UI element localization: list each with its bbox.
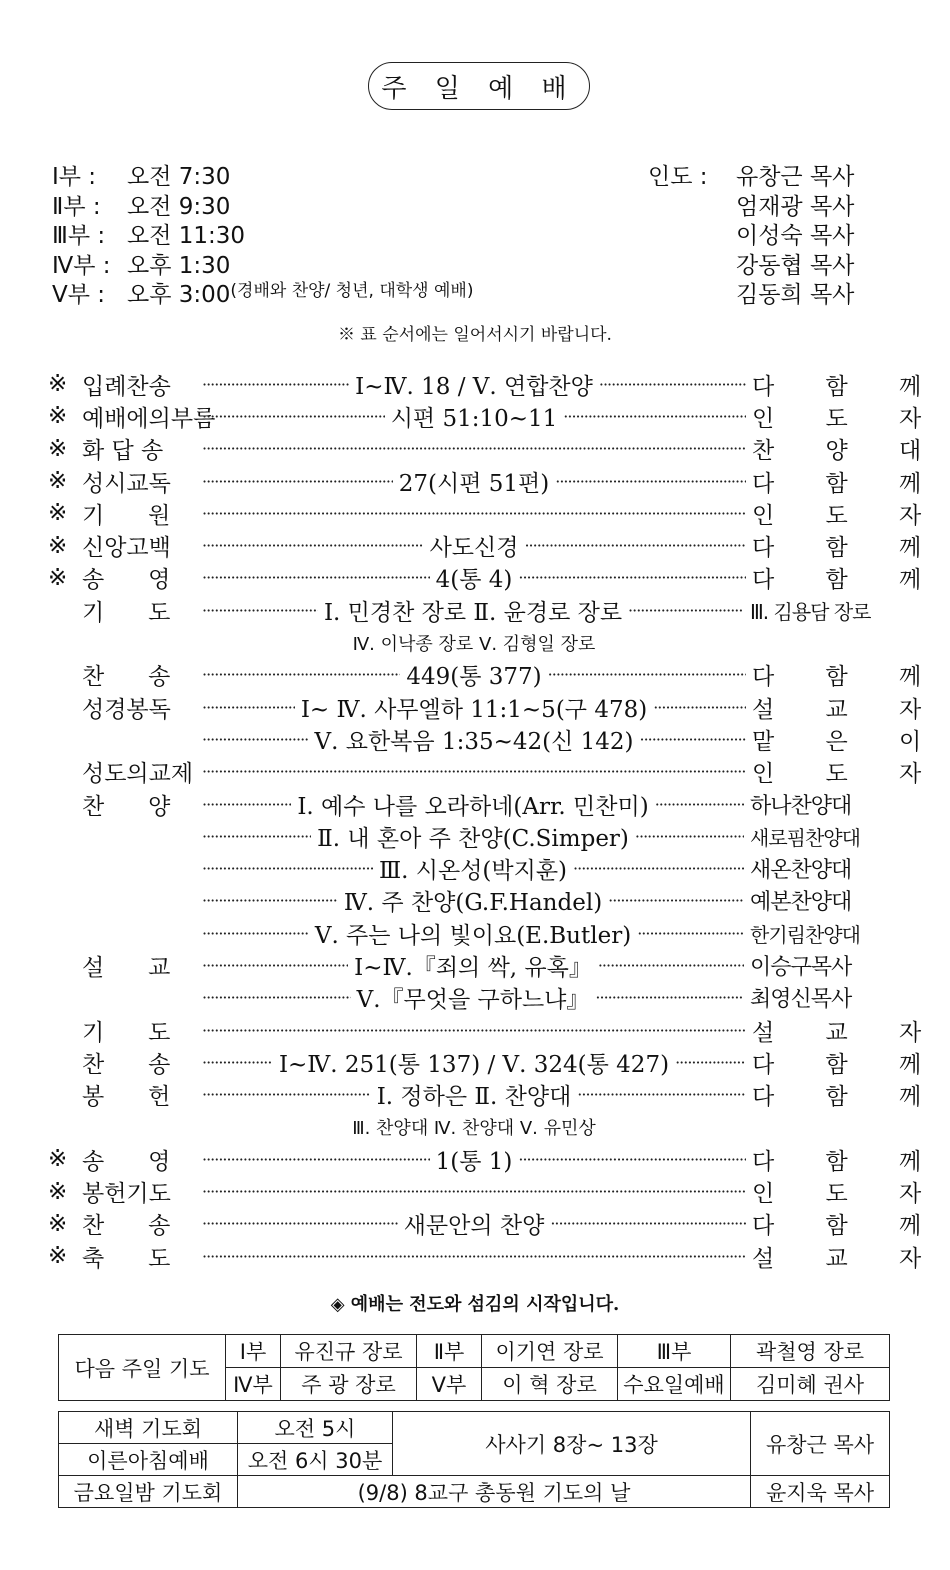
order-item-name: 설 교 — [82, 955, 171, 981]
leader-dots — [202, 407, 385, 426]
order-row — [48, 1143, 944, 1175]
order-item-name: 찬 송 — [82, 1213, 171, 1240]
leader-dots — [202, 698, 295, 717]
order-item-leader: 인 도 자 — [752, 1181, 944, 1208]
table-cell: Ⅱ부 — [417, 1335, 482, 1368]
leader-dots — [202, 762, 746, 781]
table-cell: Ⅰ부 — [226, 1335, 281, 1368]
order-row — [48, 433, 944, 465]
leader-name: 김동희 목사 — [736, 282, 855, 308]
order-item-name: 성도의교제 — [82, 761, 194, 788]
order-row — [48, 1175, 944, 1208]
leader-dots — [202, 956, 348, 975]
order-item-content — [202, 1078, 746, 1111]
order-item-name: 봉헌기도 — [82, 1181, 171, 1208]
leader-dots — [550, 1214, 746, 1233]
order-item-content — [202, 561, 746, 594]
leader-name: 강동협 목사 — [736, 252, 855, 279]
order-item-name: 송 영 — [82, 1148, 171, 1175]
table-cell: Ⅴ부 — [417, 1368, 482, 1401]
order-item-leader: 한기림찬양대 — [750, 922, 860, 947]
prayer-meetings-table — [58, 1411, 890, 1508]
order-item-leader: 새온찬양대 — [750, 858, 852, 884]
order-row — [48, 368, 944, 400]
order-item-name: 입례찬송 — [82, 373, 171, 400]
order-row — [48, 465, 944, 497]
order-item-content — [202, 439, 746, 458]
order-item-text: Ⅰ. 정하은 Ⅱ. 찬양대 — [376, 1084, 572, 1111]
order-item-content — [202, 465, 746, 498]
table-cell: 주 광 장로 — [281, 1368, 417, 1401]
service-time: 오전 9:30 — [127, 193, 231, 220]
table-cell: 이 혁 장로 — [482, 1368, 618, 1401]
order-row — [48, 529, 944, 562]
order-item-leader: 맡 은 이 — [752, 728, 944, 755]
order-row — [48, 852, 874, 884]
order-item-text: Ⅱ. 내 혼아 주 찬양(C.Simper) — [317, 825, 629, 852]
leader-dots — [202, 536, 424, 555]
order-item-text: Ⅰ~Ⅳ. 18 / Ⅴ. 연합찬양 — [355, 373, 593, 400]
order-row — [48, 626, 874, 658]
service-part: Ⅰ부 : — [52, 164, 97, 190]
order-item-name: 봉 헌 — [82, 1084, 171, 1111]
table-cell: 이기연 장로 — [482, 1335, 618, 1368]
order-item-content — [202, 852, 744, 885]
order-item-text: Ⅰ. 민경찬 장로 Ⅱ. 윤경로 장로 — [323, 599, 623, 626]
standing-mark: ※ — [48, 1243, 68, 1270]
leader-dots — [675, 1053, 746, 1072]
leader-dots — [202, 730, 309, 749]
order-item-name: 성시교독 — [82, 470, 171, 497]
order-item-content — [202, 981, 744, 1014]
service-row — [52, 217, 473, 247]
order-row — [48, 820, 874, 852]
order-row — [48, 594, 874, 626]
order-item-content — [202, 884, 744, 917]
order-item-leader: 찬 양 대 — [752, 438, 944, 465]
order-item-content — [202, 504, 746, 523]
leader-dots — [577, 1085, 746, 1104]
leader-dots — [555, 472, 746, 491]
order-item-content — [202, 529, 746, 562]
order-item-leader: 설 교 자 — [752, 696, 944, 723]
leader-dots — [202, 1214, 398, 1233]
tagline: ◈ 예배는 전도와 섬김의 시작입니다. — [330, 1294, 620, 1315]
order-item-text: 새문안의 찬양 — [403, 1213, 545, 1240]
leader-dots — [655, 795, 744, 814]
leader-cell: 유창근 목사 — [751, 1412, 890, 1476]
leader-dots — [202, 1021, 746, 1040]
order-item-leader: 다 함 께 — [752, 535, 944, 562]
order-item-leader: 다 함 께 — [752, 373, 944, 400]
order-item-leader: 예본찬양대 — [750, 890, 852, 916]
order-row — [48, 659, 944, 691]
order-item-text: 시편 51:10~11 — [390, 405, 558, 432]
order-item-name: 화 답 송 — [82, 438, 164, 465]
order-item-text: Ⅲ. 시온성(박지훈) — [378, 858, 568, 885]
order-item-text: Ⅳ. 이낙종 장로 Ⅴ. 김형일 장로 — [352, 633, 596, 655]
order-row — [48, 497, 944, 529]
order-item-text: Ⅴ.『무엇을 구하느냐』 — [356, 987, 590, 1014]
order-row — [48, 788, 874, 820]
leader-dots — [595, 988, 744, 1007]
leader-dots — [202, 988, 351, 1007]
order-item-content — [202, 368, 746, 401]
page-title: 주 일 예 배 — [368, 62, 590, 110]
leader-dots — [202, 859, 373, 878]
order-item-leader: 인 도 자 — [752, 502, 944, 529]
order-row — [48, 917, 874, 949]
order-item-text: 27(시편 51편) — [398, 470, 550, 497]
order-item-name: 찬 양 — [82, 793, 171, 820]
leader-dots — [524, 536, 746, 555]
friday-prayer-text: (9/8) 8교구 총동원 기도의 날 — [238, 1476, 751, 1508]
order-item-name: 성경봉독 — [82, 696, 171, 723]
order-item-leader: 설 교 자 — [752, 1245, 944, 1272]
leader-dots — [608, 891, 744, 910]
leader-dots — [573, 859, 744, 878]
leader-dots — [202, 375, 349, 394]
service-time: 오후 3:00 — [127, 282, 231, 308]
order-item-text: Ⅲ. 찬양대 Ⅳ. 찬양대 Ⅴ. 유민상 — [352, 1117, 596, 1139]
order-row — [48, 756, 944, 788]
morning-service-label: 이른아침예배 — [59, 1444, 238, 1476]
order-row — [48, 1111, 874, 1143]
service-row — [52, 247, 473, 277]
scripture-cell: 사사기 8장~ 13장 — [393, 1412, 751, 1476]
order-item-leader: 다 함 께 — [752, 470, 944, 497]
service-leaders — [648, 158, 854, 306]
leader-dots — [202, 795, 291, 814]
order-item-text: 1(통 1) — [435, 1148, 513, 1175]
leader-row — [648, 188, 854, 218]
order-row — [48, 982, 874, 1014]
order-item-content — [202, 1247, 746, 1266]
service-part: Ⅲ부 : — [52, 223, 106, 249]
standing-mark: ※ — [48, 564, 68, 591]
dawn-prayer-time: 오전 5시 — [238, 1412, 393, 1444]
leader-dots — [598, 956, 744, 975]
order-item-leader: Ⅲ. 김용담 장로 — [750, 599, 871, 624]
service-time: 오전 7:30 — [127, 164, 231, 190]
order-item-content — [202, 1207, 746, 1240]
order-item-text: Ⅰ~ Ⅳ. 사무엘하 11:1~5(구 478) — [300, 696, 648, 723]
leader-dots — [518, 568, 746, 587]
leader-dots — [202, 504, 746, 523]
leader-dots — [202, 472, 393, 491]
order-item-content — [202, 788, 744, 821]
service-times — [52, 158, 473, 306]
leader-dots — [202, 439, 746, 458]
leader-dots — [202, 1053, 273, 1072]
order-item-leader: 이승구목사 — [750, 954, 852, 980]
order-item-content — [202, 762, 746, 781]
order-item-content — [202, 1143, 746, 1176]
order-item-name: 기 원 — [82, 502, 171, 529]
order-row — [48, 1208, 944, 1240]
service-part: Ⅴ부 : — [52, 282, 106, 308]
standing-mark: ※ — [48, 532, 68, 559]
order-item-content — [202, 820, 744, 853]
order-item-leader: 인 도 자 — [752, 405, 944, 432]
morning-service-time: 오전 6시 30분 — [238, 1444, 393, 1476]
order-item-content — [202, 691, 746, 724]
service-note: (경배와 찬양/ 청년, 대학생 예배) — [230, 281, 474, 301]
order-item-leader: 최영신목사 — [750, 987, 852, 1013]
order-item-text: Ⅳ. 주 찬양(G.F.Handel) — [343, 890, 603, 917]
leader-dots — [599, 375, 746, 394]
leader-name: 유창근 목사 — [736, 164, 855, 190]
table-cell: 곽철영 장로 — [731, 1335, 890, 1368]
order-item-content — [202, 594, 744, 627]
leader-dots — [202, 665, 400, 684]
leader-dots — [202, 827, 311, 846]
standing-mark: ※ — [48, 1178, 68, 1205]
leader-dots — [548, 665, 746, 684]
order-item-leader: 다 함 께 — [752, 1148, 944, 1175]
standing-mark: ※ — [48, 468, 68, 495]
order-row — [48, 562, 944, 594]
order-row — [48, 1014, 944, 1046]
order-row — [48, 1046, 944, 1078]
order-item-leader: 새로핌찬양대 — [750, 825, 860, 850]
order-item-text: Ⅰ~Ⅳ. 251(통 137) / Ⅴ. 324(통 427) — [278, 1051, 670, 1078]
leader-dots — [635, 827, 744, 846]
service-part: Ⅱ부 : — [52, 193, 101, 220]
order-item-text: Ⅰ. 예수 나를 오라하네(Arr. 민찬미) — [297, 793, 649, 820]
service-part: Ⅳ부 : — [52, 252, 111, 279]
leader-dots — [640, 730, 747, 749]
standing-mark: ※ — [48, 371, 68, 398]
standing-note: ※ 표 순서에는 일어서시기 바랍니다. — [338, 325, 612, 345]
order-row — [48, 949, 874, 981]
order-item-content — [202, 1114, 746, 1140]
service-row — [52, 188, 473, 218]
service-row — [52, 158, 473, 188]
order-item-name: 찬 송 — [82, 664, 171, 691]
leader-row — [648, 217, 854, 247]
order-item-content — [202, 630, 746, 656]
order-item-name: 신앙고백 — [82, 535, 171, 562]
order-item-content — [202, 1046, 746, 1079]
order-item-content — [202, 917, 744, 950]
order-item-text: Ⅰ~Ⅳ.『죄의 싹, 유혹』 — [354, 955, 592, 981]
leader-row — [648, 276, 854, 306]
order-item-content — [202, 1021, 746, 1040]
order-item-text: 449(통 377) — [406, 664, 542, 691]
standing-mark: ※ — [48, 403, 68, 430]
order-item-text: Ⅴ. 주는 나의 빛이요(E.Butler) — [314, 922, 632, 949]
order-item-leader: 다 함 께 — [752, 1084, 944, 1111]
order-item-content — [202, 658, 746, 691]
order-item-leader: 다 함 께 — [752, 664, 944, 691]
order-row — [48, 1240, 944, 1272]
leader-row — [648, 247, 854, 277]
order-item-leader: 다 함 께 — [752, 1051, 944, 1078]
order-item-text: 사도신경 — [429, 535, 519, 562]
leader-dots — [202, 891, 338, 910]
leader-label: 인도 : — [648, 164, 708, 190]
service-time: 오전 11:30 — [127, 223, 246, 249]
leader-dots — [202, 601, 318, 620]
order-item-leader: 하나찬양대 — [750, 793, 852, 819]
leader-cell: 윤지욱 목사 — [751, 1476, 890, 1508]
order-row — [48, 885, 874, 917]
order-row — [48, 400, 944, 432]
order-item-name: 찬 송 — [82, 1051, 171, 1078]
dawn-prayer-label: 새벽 기도회 — [59, 1412, 238, 1444]
order-item-text: 4(통 4) — [435, 567, 513, 594]
next-prayer-label: 다음 주일 기도 — [59, 1335, 226, 1401]
order-item-content — [202, 400, 746, 433]
order-item-leader: 다 함 께 — [752, 567, 944, 594]
leader-name: 엄재광 목사 — [736, 193, 855, 220]
order-item-name: 송 영 — [82, 567, 171, 594]
order-item-leader: 인 도 자 — [752, 761, 944, 788]
leader-dots — [202, 1150, 430, 1169]
service-row — [52, 276, 473, 306]
leader-dots — [518, 1150, 746, 1169]
order-item-name: 기 도 — [82, 599, 171, 626]
table-cell: 수요일예배 — [618, 1368, 731, 1401]
leader-dots — [628, 601, 744, 620]
leader-dots — [202, 568, 430, 587]
standing-mark: ※ — [48, 1146, 68, 1173]
leader-dots — [202, 1085, 371, 1104]
leader-dots — [563, 407, 746, 426]
standing-mark: ※ — [48, 500, 68, 527]
standing-mark: ※ — [48, 1210, 68, 1237]
order-row — [48, 723, 944, 755]
order-item-name: 예배에의부름 — [82, 405, 216, 432]
order-row — [48, 1079, 944, 1111]
order-item-name: 축 도 — [82, 1245, 171, 1272]
leader-row — [648, 158, 854, 188]
service-time: 오후 1:30 — [127, 252, 231, 279]
leader-dots — [653, 698, 746, 717]
order-item-text: Ⅴ. 요한복음 1:35~42(신 142) — [314, 728, 634, 755]
next-prayer-table — [58, 1334, 890, 1401]
friday-prayer-label: 금요일밤 기도회 — [59, 1476, 238, 1508]
leader-dots — [202, 924, 309, 943]
order-of-worship — [48, 368, 944, 1272]
table-cell: 김미혜 권사 — [731, 1368, 890, 1401]
order-row — [48, 691, 944, 723]
table-cell: Ⅳ부 — [226, 1368, 281, 1401]
table-cell: Ⅲ부 — [618, 1335, 731, 1368]
leader-name: 이성숙 목사 — [736, 223, 855, 249]
order-item-name: 기 도 — [82, 1019, 171, 1046]
leader-dots — [202, 1247, 746, 1266]
order-item-content — [202, 949, 744, 982]
order-item-content — [202, 723, 746, 756]
table-cell: 유진규 장로 — [281, 1335, 417, 1368]
order-item-leader: 설 교 자 — [752, 1019, 944, 1046]
leader-dots — [202, 1182, 746, 1201]
order-item-leader: 다 함 께 — [752, 1213, 944, 1240]
order-item-content — [202, 1182, 746, 1201]
leader-dots — [637, 924, 744, 943]
standing-mark: ※ — [48, 435, 68, 462]
